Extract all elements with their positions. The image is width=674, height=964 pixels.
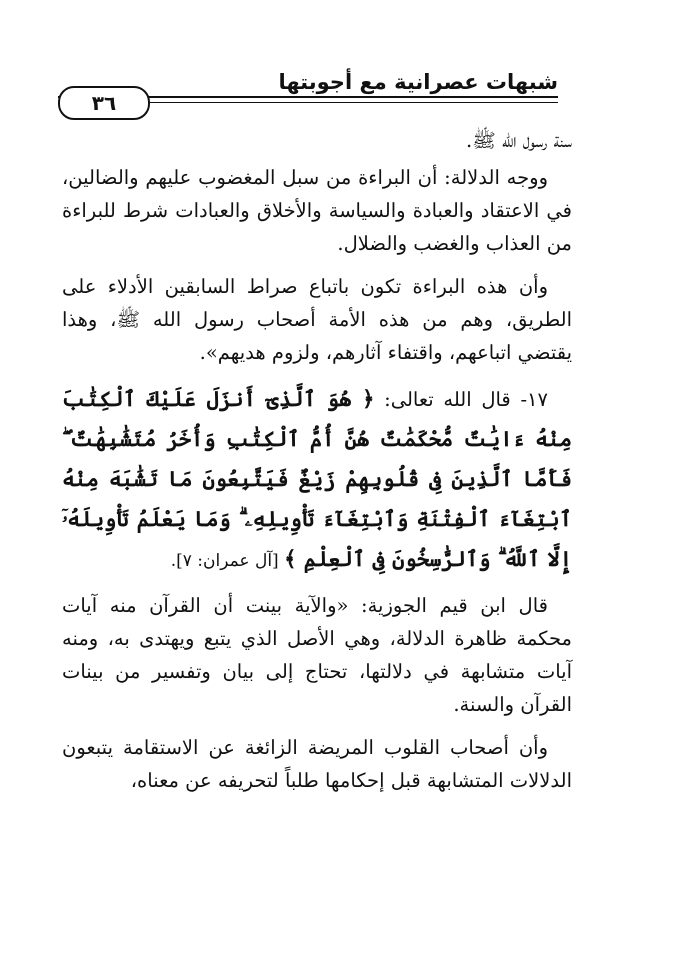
paragraph-1: سنة رسول الله ﷺ.	[466, 129, 572, 152]
verse-reference: [آل عمران: ٧].	[170, 551, 285, 571]
paragraph-3: وأن هذه البراءة تكون باتباع صراط السابقين الأدلاء على الطريق، وهم من هذه الأمة أصحاب رسول الله ﷺ، وهذا يقتضي اتباعهم، واقتفاء آثارهم، ولزوم هديهم».	[62, 275, 572, 364]
quran-verse: ﴿ هُوَ ٱلَّذِىٓ أَنزَلَ عَلَيْكَ ٱلْكِتَٰبَ مِنْهُ ءَايَٰتٌ مُّحْكَمَٰتٌ هُنَّ أُمُّ ٱلْكِتَٰبِ وَأُخَرُ مُتَشَٰبِهَٰتٌ ۖ فَأَمَّا ٱلَّذِينَ فِى قُلُوبِهِمْ زَيْغٌ فَيَتَّبِعُونَ مَا تَشَٰبَهَ مِنْهُ ٱبْتِغَآءَ ٱلْفِتْنَةِ وَٱبْتِغَآءَ تَأْوِيلِهِۦ ۗ وَمَا يَعْلَمُ تَأْوِيلَهُۥٓ إِلَّا ٱللَّهُ ۗ وَٱلرَّٰسِخُونَ فِى ٱلْعِلْمِ ﴾	[62, 386, 572, 571]
paragraph-5: قال ابن قيم الجوزية: «والآية بينت أن القرآن منه آيات محكمة ظاهرة الدلالة، وهي الأصل الذي يتبع ويهتدى به، ومنه آيات متشابهة في دلالتها، تحتاج إلى بيان وتفسير من بينات القرآن والسنة.	[62, 594, 572, 716]
paragraph-2: ووجه الدلالة: أن البراءة من سبل المغضوب عليهم والضالين، في الاعتقاد والعبادة والسياسة والأخلاق والعبادات شرط للبراءة من العذاب والغضب والضلال.	[62, 166, 572, 255]
paragraph-6: وأن أصحاب القلوب المريضة الزائغة عن الاستقامة يتبعون الدلالات المتشابهة قبل إحكامها طلباً لتحريفه عن معناه،	[62, 736, 572, 792]
page-body	[62, 124, 572, 807]
header-title: شبهات عصرانية مع أجوبتها	[278, 70, 558, 94]
page-number: ٣٦	[58, 86, 150, 120]
paragraph-verse	[62, 379, 572, 579]
running-header	[58, 66, 558, 120]
verse-lead: ١٧- قال الله تعالى:	[374, 388, 548, 411]
